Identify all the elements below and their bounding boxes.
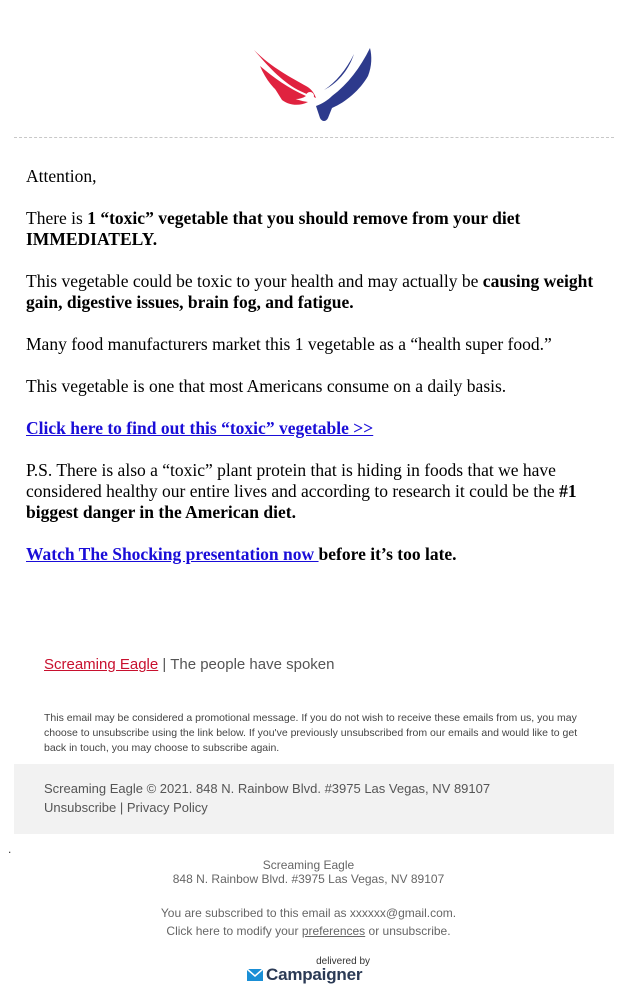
paragraph-daily-basis: This vegetable is one that most Americans consume on a daily basis. xyxy=(26,376,507,396)
unsubscribe-link[interactable]: Unsubscribe xyxy=(44,800,117,815)
preferences-link[interactable]: preferences xyxy=(301,924,366,938)
footer-address-box xyxy=(14,764,614,834)
paragraph-manufacturers: Many food manufacturers market this 1 vegetable as a “health super food.” xyxy=(26,334,552,354)
paragraph-health-effects: This vegetable could be toxic to your health and may actually be causing weight gain, digestive issues, brain fog, and fatigue. xyxy=(26,271,594,312)
modify-notice: Click here to modify your preferences or unsubscribe. xyxy=(166,924,451,938)
privacy-policy-link[interactable]: Privacy Policy xyxy=(126,800,208,815)
footer-links: Unsubscribe | Privacy Policy xyxy=(44,800,208,815)
paragraph-toxic-vegetable: There is 1 “toxic” vegetable that you should remove from your diet IMMEDIATELY. xyxy=(26,208,521,249)
delivered-by-label: delivered by xyxy=(316,956,370,967)
footer-brand xyxy=(44,656,334,673)
campaigner-logo[interactable] xyxy=(246,956,372,986)
paragraph-ps: P.S. There is also a “toxic” plant protein that is hiding in foods that we have considered healthy our entire lives and according to research it could be the #1 biggest danger in the American diet. xyxy=(26,460,577,522)
company-name: Screaming Eagle xyxy=(262,858,355,872)
tagline: | The people have spoken xyxy=(158,656,335,673)
greeting: Attention, xyxy=(26,166,97,186)
cta-toxic-vegetable-link[interactable]: Click here to find out this “toxic” vegetable >> xyxy=(26,418,374,438)
footer-address: Screaming Eagle © 2021. 848 N. Rainbow Blvd. #3975 Las Vegas, NV 89107 xyxy=(44,781,491,796)
email-body xyxy=(26,166,596,586)
paragraph-watch: Watch The Shocking presentation now before it’s too late. xyxy=(26,544,457,564)
campaigner-envelope-icon xyxy=(246,968,264,982)
campaigner-brand: Campaigner xyxy=(266,965,363,984)
stray-dot: . xyxy=(8,842,12,856)
disclaimer-text: This email may be considered a promotional message. If you do not wish to receive these emails from us, you may choose to unsubscribe using the link below. If you've previously unsubscribed from our emails and would like to get back in touch, you may choose to subscribe again. xyxy=(44,712,578,754)
header-divider xyxy=(14,137,614,138)
watch-presentation-link[interactable]: Watch The Shocking presentation now xyxy=(26,544,319,564)
company-address: 848 N. Rainbow Blvd. #3975 Las Vegas, NV 89107 xyxy=(172,872,445,886)
screaming-eagle-link[interactable]: Screaming Eagle xyxy=(44,656,159,673)
subscribed-notice: You are subscribed to this email as xxxxxx@gmail.com. xyxy=(160,906,457,920)
eagle-logo xyxy=(250,44,380,124)
